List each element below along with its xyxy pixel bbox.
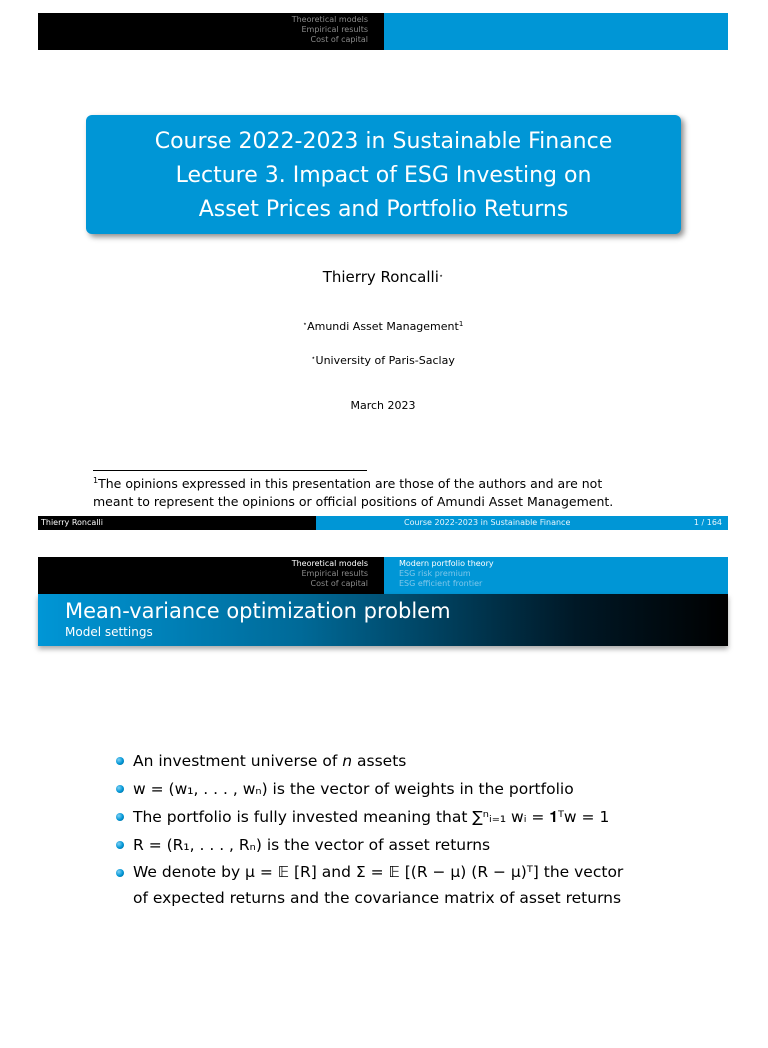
bullet-text: assets [352, 752, 407, 770]
footnote-line: meant to represent the opinions or official positions of Amundi Asset Management. [93, 494, 614, 509]
title-line: Asset Prices and Portfolio Returns [198, 197, 569, 222]
content-slide [38, 557, 728, 1048]
institution-mark: ⋆ [311, 354, 316, 362]
math-variable: n [342, 752, 353, 770]
nav-section-empirical-results[interactable]: Empirical results [301, 25, 368, 34]
presentation-title [86, 125, 681, 227]
bullet-ball-icon [116, 869, 124, 877]
headline-bar [38, 557, 728, 594]
frame-subtitle: Model settings [65, 625, 153, 639]
footline [38, 516, 728, 530]
subsection-navigation [384, 13, 728, 50]
list-item [116, 803, 623, 831]
bullet-text: An investment universe of [133, 752, 343, 770]
nav-subsection-modern-portfolio-theory[interactable]: Modern portfolio theory [399, 559, 494, 568]
bullet-text: w = (w₁, . . . , wₙ) is the vector of weights in the portfolio [133, 780, 574, 798]
author-mark: ⋆ [438, 272, 444, 280]
bullet-text: We denote by μ = 𝔼 [R] and Σ = 𝔼 [(R − μ) (R − μ)ᵀ] the vector [133, 863, 624, 881]
title-line: Course 2022-2023 in Sustainable Finance [154, 129, 613, 154]
institution-mark: ⋆ [302, 320, 308, 328]
bullet-list [116, 747, 623, 911]
title-slide [38, 13, 728, 527]
section-navigation [38, 13, 384, 50]
title-line: Lecture 3. Impact of ESG Investing on [175, 163, 592, 188]
list-item [116, 747, 623, 775]
footnote-mark: 1 [93, 476, 99, 485]
nav-section-theoretical-models[interactable]: Theoretical models [291, 559, 368, 568]
bullet-ball-icon [116, 813, 124, 821]
nav-section-cost-of-capital[interactable]: Cost of capital [310, 579, 368, 588]
bullet-text: R = (R₁, . . . , Rₙ) is the vector of asset returns [133, 836, 491, 854]
footnote [93, 472, 693, 511]
footnote-text: The opinions expressed in this presentation are those of the authors and are not [98, 476, 603, 491]
list-item [116, 775, 623, 803]
bullet-ball-icon [116, 785, 124, 793]
author [38, 268, 728, 286]
footline-author: Thierry Roncalli [38, 516, 316, 530]
nav-section-theoretical-models[interactable]: Theoretical models [291, 15, 368, 24]
institution-name: Amundi Asset Management [307, 320, 459, 333]
section-navigation [38, 557, 384, 594]
nav-subsection-esg-risk-premium[interactable]: ESG risk premium [399, 569, 471, 578]
list-item [116, 859, 623, 911]
institution [38, 354, 728, 367]
list-item [116, 831, 623, 859]
footnote-divider [93, 470, 367, 471]
subsection-navigation [384, 557, 728, 594]
bullet-text: of expected returns and the covariance matrix of asset returns [133, 889, 622, 907]
nav-subsection-esg-efficient-frontier[interactable]: ESG efficient frontier [399, 579, 483, 588]
frame-title: Mean-variance optimization problem [65, 599, 451, 623]
page-number: 1 / 164 [693, 518, 722, 527]
bullet-ball-icon [116, 841, 124, 849]
footnote-ref[interactable]: 1 [458, 320, 464, 328]
title-box [86, 115, 681, 234]
footline-right [316, 516, 728, 530]
institution-name: University of Paris-Saclay [315, 354, 455, 367]
headline-bar [38, 13, 728, 50]
institution [38, 320, 728, 333]
nav-section-cost-of-capital[interactable]: Cost of capital [310, 35, 368, 44]
frame-title-bar [38, 594, 728, 646]
nav-section-empirical-results[interactable]: Empirical results [301, 569, 368, 578]
presentation-date: March 2023 [350, 399, 416, 412]
author-name: Thierry Roncalli [322, 268, 439, 286]
footline-course: Course 2022-2023 in Sustainable Finance [404, 518, 571, 527]
bullet-ball-icon [116, 757, 124, 765]
footnote-line [93, 472, 693, 493]
bullet-text: The portfolio is fully invested meaning that ∑ⁿᵢ₌₁ wᵢ = 𝟏ᵀw = 1 [133, 808, 610, 826]
